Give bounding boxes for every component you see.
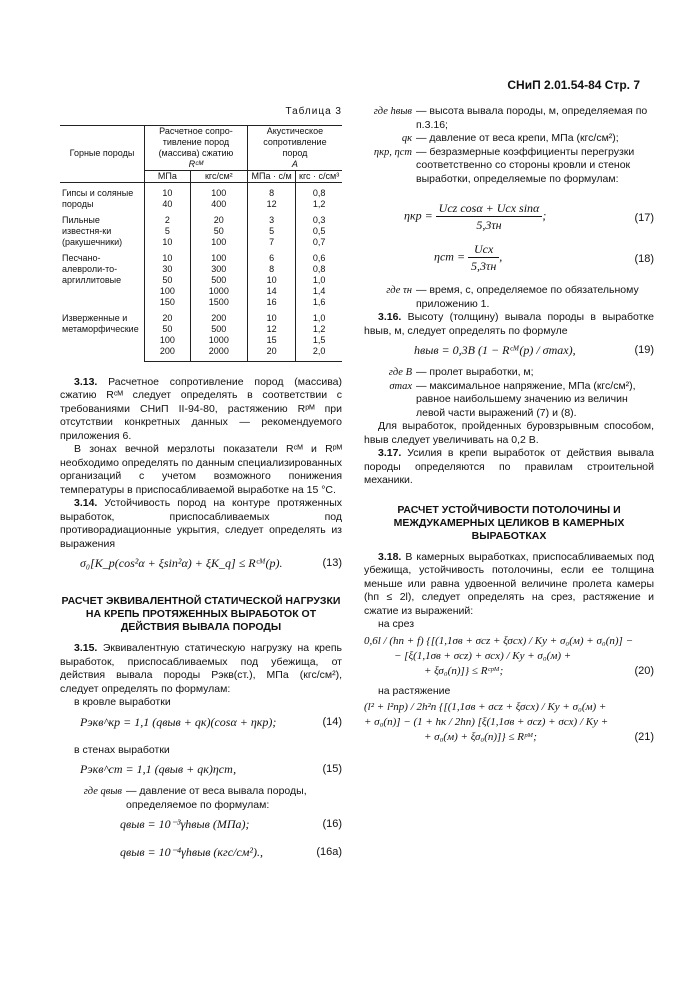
value-cell: 0,8	[296, 182, 342, 199]
paragraph-3-16	[364, 311, 654, 338]
formula-17: ηкр = $\frac{\text{Ucz cosα + Ucx sinα}}{5,3\tau н}$ ; (17)	[404, 201, 654, 232]
definition-symbol: где hвыв	[373, 106, 412, 117]
table-row	[60, 182, 342, 199]
value-cell: 50	[190, 226, 247, 237]
rock-type-cell: Пильные известня-ки (ракушечники)	[62, 214, 123, 247]
paragraph-3-17	[364, 447, 654, 488]
value-cell: 1,6	[296, 297, 342, 308]
value-cell: 2000	[190, 346, 247, 362]
fraction-denominator: 5,3τн	[476, 218, 502, 232]
definition-symbol: σmax	[389, 380, 412, 392]
value-cell: 7	[247, 237, 295, 248]
header-rocks: Горные породы	[60, 125, 145, 182]
value-cell: 2,0	[296, 346, 342, 362]
value-cell: 3	[247, 210, 295, 226]
table-caption: Таблица 3	[285, 106, 342, 117]
paragraph-3-13	[60, 376, 342, 444]
paragraph-text: Устойчивость пород на контуре протяженных выработок, приспосабливаемых под противорадиационные укрытия, следует определять из выражения	[60, 497, 342, 550]
formula-18: ηст = $\frac{\text{Ucx}}{5,3\tau н}$ , (18)	[434, 242, 654, 273]
value-cell: 500	[190, 275, 247, 286]
formula-line: + σ₀(п)] − (1 + hк / 2hп) [ξ(1,1σв + σcz) + σcx) / Kу +	[364, 716, 609, 728]
formula-line-text: + ξσ₀(п)]} ≤ Rᶜᵖᴹ;	[424, 664, 504, 677]
definition-symbol: где qвыв	[83, 786, 122, 797]
value-cell: 6	[247, 248, 295, 264]
formula-line-text: + σ₀(м) + ξσ₀(п)]} ≤ Rᵖᴹ;	[424, 731, 537, 743]
unit-kgf: кгс/см²	[190, 170, 247, 182]
rock-type-cell: Песчано-алевроли-то-аргиллитовые	[62, 252, 122, 285]
paragraph-3-16b: Для выработок, пройденных буровзрывным способом, hвыв следует увеличивать на 0,2 B.	[364, 420, 654, 446]
paragraph-3-14	[60, 497, 342, 551]
value-cell: 0,6	[296, 248, 342, 264]
formula-line: 0,6l / (hп + f) {[(1,1σв + σcz + ξσcx) / Kу + σ₀(м) + σ₀(п)] −	[364, 634, 633, 647]
label-walls: в стенах выработки	[74, 743, 170, 756]
value-cell: 400	[190, 199, 247, 210]
formula-16	[60, 812, 342, 840]
unit-mpa-s: МПа · с/м	[247, 170, 295, 182]
table-row	[60, 308, 342, 324]
formula-number: (19)	[634, 344, 654, 356]
definition-symbol: qк	[401, 133, 412, 144]
value-cell: 150	[145, 297, 191, 308]
definition-text: — давление от веса вывала породы, определяемое по формулам:	[126, 785, 307, 811]
formula-21	[364, 700, 654, 745]
label-shear: на срез	[378, 618, 415, 630]
definition-text: — максимальное напряжение, МПа (кгс/см²), равное наибольшему значению из величин левой части выражений (7) и (8).	[416, 379, 636, 419]
value-cell: 8	[247, 264, 295, 275]
value-cell: 1,2	[296, 199, 342, 210]
value-cell: 0,3	[296, 210, 342, 226]
formula-15	[60, 757, 342, 785]
header-acoustic-symbol: A	[291, 158, 298, 169]
formula-lhs: ηст =	[434, 249, 466, 264]
formula-body: σ₀[K_p(cos²α + ξsin²α) + ξK_q] ≤ Rᶜᴹ(р).	[80, 556, 283, 570]
rock-type-cell: Изверженные и метаморфические	[62, 312, 139, 334]
value-cell: 20	[145, 308, 191, 324]
value-cell: 200	[145, 346, 191, 362]
formula-line	[364, 730, 654, 745]
formula-14	[60, 710, 342, 738]
formula-lhs: ηкр =	[404, 208, 433, 223]
value-cell: 10	[145, 237, 191, 248]
value-cell: 10	[247, 308, 295, 324]
fraction	[436, 200, 543, 233]
value-cell: 1,0	[296, 275, 342, 286]
clause-number: 3.14.	[74, 497, 98, 509]
formula-number: (20)	[634, 664, 654, 677]
paragraph-text: В камерных выработках, приспосабливаемых под убежища, устойчивость потолочины, если ее толщина меньше или равна удвоенной величине пролета камеры (hп ≤ 2l), следует определять на срез, растяжение и сжатие из выражений:	[364, 550, 654, 617]
left-column	[60, 105, 342, 868]
paragraph-3-13b: В зонах вечной мерзлоты показатели Rᶜᴹ и Rᵖᴹ необходимо определять по данным специализированных организаций с учетом возможного понижения температуры в приспосабливаемой выработке на 15 °С.	[60, 443, 342, 496]
paragraph-text: Высоту (толщину) вывала породы в выработке hвыв, м, следует определять по формуле	[364, 311, 654, 337]
definition-symbol: ηкр, ηст	[373, 146, 412, 158]
paragraph-text: Усилия в крепи выработок от действия вывала породы определяются по правилам строительной механики.	[364, 447, 654, 486]
right-column	[364, 105, 654, 745]
table-row	[60, 210, 342, 226]
header-acoustic	[247, 125, 342, 170]
value-cell: 5	[145, 226, 191, 237]
definition-b	[364, 366, 654, 420]
formula-line	[364, 664, 654, 679]
formula-body: Pэкв^ст = 1,1 (qвыв + qк)ηст,	[80, 762, 237, 776]
value-cell: 100	[190, 182, 247, 199]
paragraph-text: Расчетное сопротивление пород (массива) сжатию Rᶜᴹ следует определять в соответствии с требованиями СНиП II-94-80, растяжению Rᵖᴹ при отсутствии конкретных данных — рекомендуемого приложения 6.	[60, 375, 342, 442]
unit-kgf-s: кгс · с/см³	[296, 170, 342, 182]
value-cell: 300	[190, 264, 247, 275]
value-cell: 1,5	[296, 335, 342, 346]
value-cell: 15	[247, 335, 295, 346]
paragraph-3-15	[60, 642, 342, 696]
definition-text: — высота вывала породы, м, определяемая по п.3.16;	[416, 105, 648, 131]
header-strength	[145, 125, 248, 170]
formula-line: (l² + l²пр) / 2h²п {[(1,1σв + σcz + ξσcx) / Kу + σ₀(м) +	[364, 701, 607, 713]
value-cell: 16	[247, 297, 295, 308]
definition-text: — время, с, определяемое по обязательному приложению 1.	[416, 284, 639, 310]
definition-h-vyv	[364, 105, 654, 186]
header-strength-symbol: Rᶜᴹ	[188, 158, 204, 169]
value-cell: 0,8	[296, 264, 342, 275]
formula-number: (13)	[322, 557, 342, 569]
value-cell: 14	[247, 286, 295, 297]
formula-number: (16а)	[316, 846, 342, 858]
value-cell: 12	[247, 199, 295, 210]
page-header: СНиП 2.01.54-84 Стр. 7	[507, 78, 640, 92]
value-cell: 2	[145, 210, 191, 226]
value-cell: 1500	[190, 297, 247, 308]
paragraph-text: Эквивалентную статическую нагрузку на крепь выработок, приспосабливаемых под убежища, от действия вывала породы Pэкв(ст.), МПа (кгс/см²), следует определять по формулам:	[60, 642, 342, 695]
value-cell: 1,0	[296, 308, 342, 324]
fraction	[468, 241, 499, 274]
table-row	[60, 248, 342, 264]
unit-mpa: МПа	[145, 170, 191, 182]
value-cell: 100	[145, 286, 191, 297]
formula-number: (18)	[634, 253, 654, 265]
value-cell: 20	[247, 346, 295, 362]
header-strength-label: Расчетное сопро-тивление пород (массива) сжатию	[158, 125, 234, 158]
formula-number: (16)	[322, 818, 342, 830]
rock-properties-table	[60, 125, 342, 362]
formula-line: − [ξ(1,1σв + σcz) + σcx) / Kу + σ₀(м) +	[394, 649, 572, 662]
value-cell: 50	[145, 324, 191, 335]
definition-text: — давление от веса крепи, МПа (кгс/см²);	[416, 132, 619, 144]
definition-text: — безразмерные коэффициенты перегрузки соответственно со стороны кровли и стенок выработки, определяемые по формулам:	[416, 145, 635, 185]
definition-symbol: где τн	[386, 285, 412, 296]
fraction-denominator: 5,3τн	[471, 259, 497, 273]
formula-number: (14)	[322, 715, 342, 728]
clause-number: 3.13.	[74, 375, 98, 388]
value-cell: 40	[145, 199, 191, 210]
label-roof: в кровле выработки	[74, 696, 171, 708]
value-cell: 1000	[190, 286, 247, 297]
formula-20	[364, 634, 654, 679]
value-cell: 0,5	[296, 226, 342, 237]
definition-symbol: где B	[388, 367, 412, 378]
formula-body: qвыв = 10⁻⁴γhвыв (кгс/см²).,	[120, 845, 263, 859]
value-cell: 10	[145, 248, 191, 264]
header-acoustic-label: Акустическое сопротивление пород	[263, 125, 327, 158]
definition-tau	[364, 284, 654, 311]
formula-body: qвыв = 10⁻³γhвыв (МПа);	[120, 817, 250, 831]
value-cell: 1000	[190, 335, 247, 346]
clause-number: 3.18.	[378, 550, 402, 563]
clause-number: 3.15.	[74, 642, 98, 654]
formula-number: (15)	[322, 763, 342, 775]
rock-type-cell: Гипсы и соляные породы	[62, 187, 134, 209]
value-cell: 200	[190, 308, 247, 324]
value-cell: 8	[247, 182, 295, 199]
label-tension: на растяжение	[378, 684, 451, 697]
formula-13	[60, 551, 342, 579]
value-cell: 20	[190, 210, 247, 226]
section-heading-load: РАСЧЕТ ЭКВИВАЛЕНТНОЙ СТАТИЧЕСКОЙ НАГРУЗКИ НА КРЕПЬ ПРОТЯЖЕННЫХ ВЫРАБОТОК ОТ ДЕЙСТВИЯ ВЫВАЛА ПОРОДЫ	[61, 595, 341, 633]
value-cell: 30	[145, 264, 191, 275]
value-cell: 100	[190, 237, 247, 248]
fraction-numerator: Ucx	[468, 241, 499, 258]
formula-19	[364, 338, 654, 366]
paragraph-3-18	[364, 551, 654, 619]
definition-text: — пролет выработки, м;	[416, 366, 534, 378]
value-cell: 1,2	[296, 324, 342, 335]
value-cell: 5	[247, 226, 295, 237]
value-cell: 500	[190, 324, 247, 335]
value-cell: 50	[145, 275, 191, 286]
value-cell: 0,7	[296, 237, 342, 248]
value-cell: 100	[190, 248, 247, 264]
table-body	[60, 182, 342, 361]
value-cell: 10	[247, 275, 295, 286]
formula-body: Pэкв^кр = 1,1 (qвыв + qк)(cosα + ηкр);	[80, 714, 277, 729]
formula-number: (21)	[634, 731, 654, 743]
clause-number: 3.16.	[378, 311, 402, 323]
clause-number: 3.17.	[378, 447, 402, 459]
value-cell: 10	[145, 182, 191, 199]
section-heading-stability: РАСЧЕТ УСТОЙЧИВОСТИ ПОТОЛОЧИНЫ И МЕЖДУКАМЕРНЫХ ЦЕЛИКОВ В КАМЕРНЫХ ВЫРАБОТКАХ	[393, 503, 625, 542]
formula-body: hвыв = 0,3B (1 − Rᶜᴹ(р) / σmax),	[414, 343, 576, 357]
definition-q-vyv	[60, 785, 342, 812]
value-cell: 12	[247, 324, 295, 335]
value-cell: 100	[145, 335, 191, 346]
formula-number: (17)	[634, 212, 654, 224]
value-cell: 1,4	[296, 286, 342, 297]
fraction-numerator: Ucz cosα + Ucx sinα	[436, 200, 543, 217]
formula-16a	[60, 840, 342, 868]
